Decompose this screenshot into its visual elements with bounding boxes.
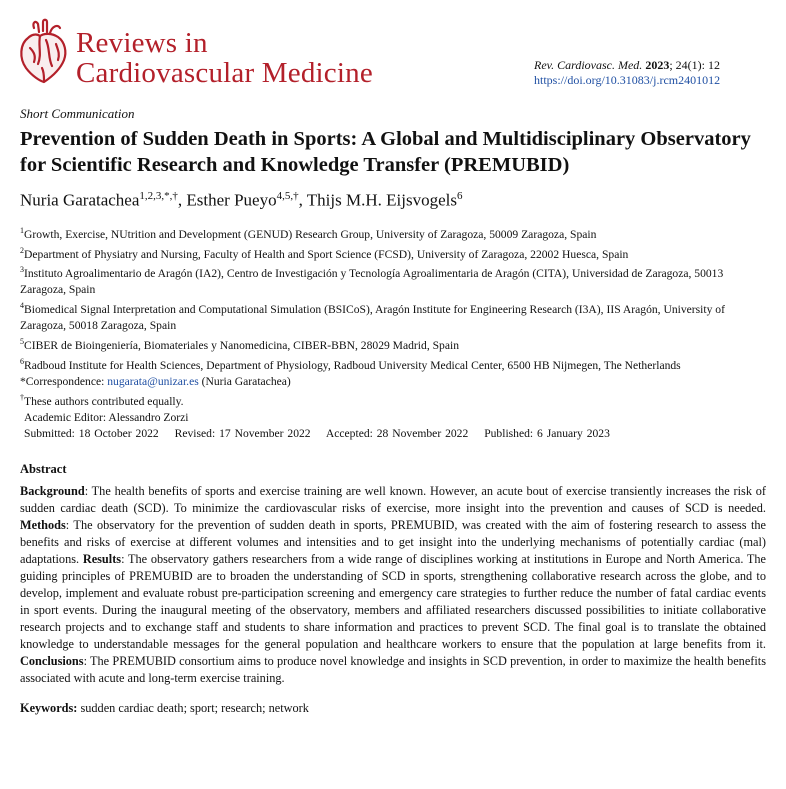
correspondence [20,374,766,390]
abstract-background-label: Background [20,483,85,498]
affiliation-text: Growth, Exercise, NUtrition and Development (GENUD) Research Group, University of Zaragoza, 50009 Zaragoza, Spain [24,227,597,241]
affiliation-text: Instituto Agroalimentario de Aragón (IA2), Centro de Investigación y Tecnología Agroalimentaria de Aragón (CITA), Universidad de Zaragoza, 50013 Zaragoza, Spain [20,267,724,297]
doi-link[interactable]: https://doi.org/10.31083/j.rcm2401012 [534,73,721,87]
journal-name-line1: Reviews in [76,27,208,59]
abstract-results-label: Results [82,551,122,566]
abstract-conclusions-label: Conclusions [20,653,84,668]
date-published: Published: 6 January 2023 [484,426,610,440]
journal-name [76,28,373,88]
affiliation-item [20,298,766,334]
affiliations [20,223,766,410]
affiliation-item [20,243,766,263]
citation [534,58,764,88]
abstract-results: : The observatory gathers researchers from a wide range of disciplines working at institutions in Europe and North America. The guiding principles of PREMUBID are to broaden the understanding of SCD in sports, strengthening collaborative research across the globe, and to develop, implement and evaluate robust pre-participation screening and emergency care strategies to further reduce the number of fatal cardiac events in sport events. During the inaugural meeting of the observatory, members and affiliated researchers discussed possibilities to initiate collaborative research projects and to exchange staff and students to share information and practices to prevent SCD. The final goal is to translate the obtained knowledge to understandable messages for the general population and healthcare workers to ensure that the population at large benefits from it. [20,551,767,651]
correspondence-name: (Nuria Garatachea) [198,374,291,388]
author-sup: 6 [456,190,463,202]
affiliation-text: CIBER de Bioingeniería, Biomateriales y Nanomedicina, CIBER-BBN, 28029 Madrid, Spain [24,338,460,352]
heart-icon [16,18,68,84]
correspondence-email-link[interactable]: nugarata@unizar.es [107,374,199,388]
article-title: Prevention of Sudden Death in Sports: A Global and Multidisciplinary Observatory for Scientific Research and Knowledge Transfer (PREMUBID) [20,128,751,176]
author-sup: 4,5,† [276,190,299,202]
affiliation-number: 2 [20,245,24,255]
dagger-mark: † [20,392,24,402]
keywords-text: sudden cardiac death; sport; research; network [77,700,309,715]
citation-volume: ; 24(1): 12 [669,58,720,72]
author-sup: 1,2,3,*,† [139,190,178,202]
date-accepted: Accepted: 28 November 2022 [325,426,469,440]
abstract-methods-label: Methods [20,517,66,532]
affiliation-text: Biomedical Signal Interpretation and Computational Simulation (BSICoS), Aragón Institute for Engineering Research (I3A), IIS Aragón, University of Zaragoza, 50018 Zaragoza, Spain [20,303,725,333]
academic-editor: Academic Editor: Alessandro Zorzi [24,410,189,424]
affiliation-number: 4 [20,301,24,311]
equal-contribution-text: These authors contributed equally. [24,394,184,408]
affiliation-number: 6 [20,356,24,366]
article-content [20,106,766,716]
journal-header [16,14,776,94]
author-name[interactable]: Esther Pueyo [186,190,277,210]
journal-name-line2: Cardiovascular Medicine [76,57,373,89]
affiliation-item [20,354,766,374]
affiliation-item [20,223,766,243]
equal-contribution-note [20,390,766,410]
abstract-heading: Abstract [20,461,67,476]
affiliation-number: 5 [20,337,24,347]
affiliation-item [20,334,766,354]
author-list: Nuria Garatachea$^{1,2,3,*,\dagger}$, Esther Pueyo$^{4,5,\dagger}$, Thijs M.H. Eijsvogels$^6$ [20,190,463,210]
affiliation-number: 3 [20,265,24,275]
article-type: Short Communication [20,106,135,121]
affiliation-text: Radboud Institute for Health Sciences, Department of Physiology, Radboud University Medical Center, 6500 HB Nijmegen, The Netherlands [24,358,681,372]
affiliation-number: 1 [20,225,24,235]
abstract-background: : The health benefits of sports and exercise training are well known. However, an acute bout of exercise transiently increases the risk of sudden cardiac death (SCD). To minimize the cardiovascular risks of exercise, more insight into the prevention and causes of SCD is needed. [20,483,766,515]
keywords-label: Keywords: [20,700,78,715]
author-name[interactable]: Thijs M.H. Eijsvogels [306,190,457,210]
date-submitted: Submitted: 18 October 2022 [24,426,159,440]
correspondence-label: *Correspondence: [20,374,108,388]
affiliation-item [20,262,766,298]
abstract-conclusions: : The PREMUBID consortium aims to produce novel knowledge and insights in SCD prevention, in order to maximize the health benefits associated with acute and long-term exercise training. [20,653,766,685]
author-name[interactable]: Nuria Garatachea [20,190,140,210]
abstract-text [20,483,766,687]
citation-line [534,58,764,73]
date-revised: Revised: 17 November 2022 [174,426,311,440]
citation-journal-abbr: Rev. Cardiovasc. Med. [534,58,643,72]
affiliation-text: Department of Physiatry and Nursing, Faculty of Health and Sport Science (FCSD), University of Zaragoza, 22002 Huesca, Spain [24,247,629,261]
abstract-methods: : The observatory for the prevention of sudden death in sports, PREMUBID, was created with the aim of fostering research to assess the benefits and risks of exercise at different volumes and intensities and to get insight into the underlying mechanisms of potentially cardiac (mal) adaptations. [20,517,766,566]
publication-dates [24,426,766,442]
citation-year: 2023 [645,58,670,72]
keywords [20,701,766,716]
